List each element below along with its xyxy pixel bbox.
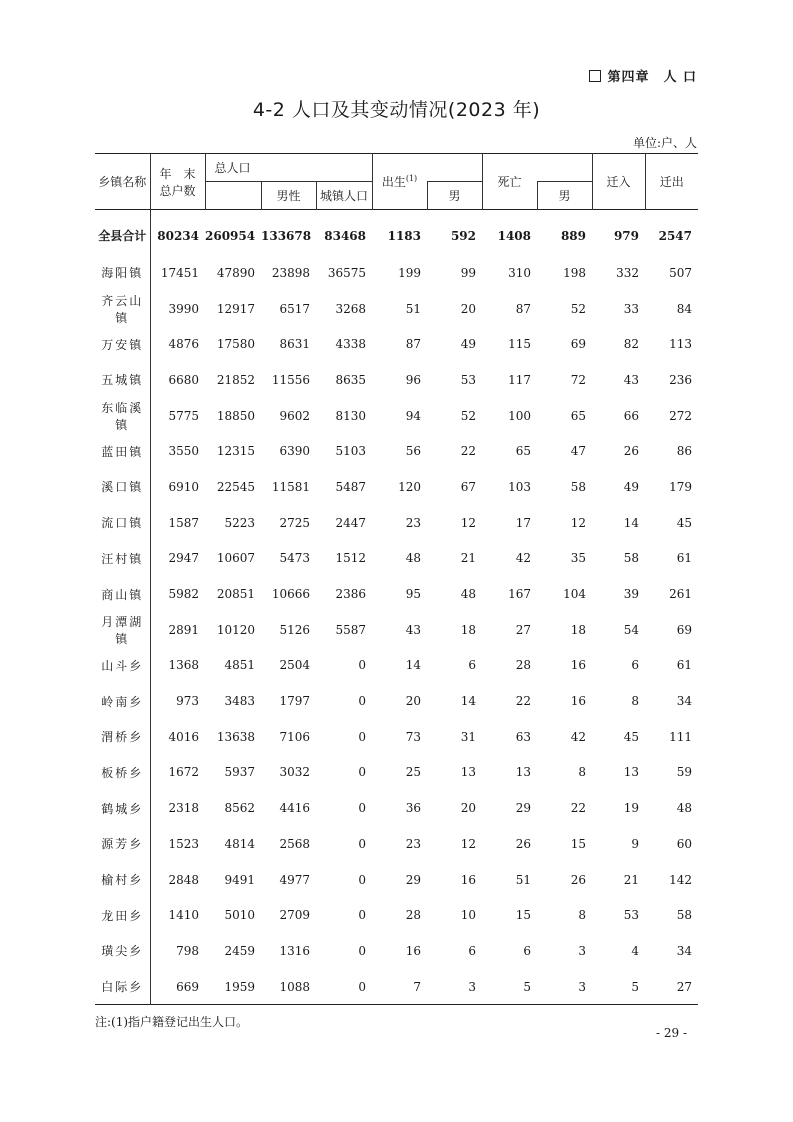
- row-value-cell: 63: [515, 729, 531, 744]
- row-township-name: 鹤城乡: [95, 790, 150, 826]
- table-row: [95, 433, 698, 469]
- row-value-cell: 15: [515, 908, 531, 923]
- row-value-cell: 49: [460, 337, 476, 352]
- row-value-cell: 1368: [168, 658, 199, 673]
- population-table: [95, 153, 698, 1005]
- row-value-cell: 332: [616, 265, 639, 280]
- row-township-name: 溪口镇: [95, 469, 150, 505]
- row-value-cell: 5937: [224, 765, 255, 780]
- table-row: [95, 291, 698, 327]
- table-row: [95, 755, 698, 791]
- row-value-cell: 7106: [279, 729, 310, 744]
- row-value-cell: 12917: [216, 301, 255, 316]
- table-row: [95, 469, 698, 505]
- row-value-cell: 14: [405, 658, 421, 673]
- row-value-cell: 59: [676, 765, 692, 780]
- row-value-cell: 13: [460, 765, 476, 780]
- row-value-cell: 67: [460, 479, 476, 494]
- row-value-cell: 49: [623, 479, 639, 494]
- table-row: [95, 612, 698, 648]
- row-value-cell: 5587: [335, 622, 366, 637]
- row-value-cell: 9: [631, 836, 639, 851]
- row-value-cell: 58: [570, 479, 586, 494]
- row-value-cell: 5982: [168, 587, 199, 602]
- row-value-cell: 96: [405, 372, 421, 387]
- row-value-cell: 1408: [497, 228, 531, 243]
- row-value-cell: 33: [623, 301, 639, 316]
- row-value-cell: 56: [405, 444, 421, 459]
- table-row: [95, 576, 698, 612]
- row-value-cell: 3: [468, 979, 476, 994]
- row-value-cell: 979: [613, 228, 639, 243]
- row-value-cell: 2947: [168, 551, 199, 566]
- row-value-cell: 179: [669, 479, 692, 494]
- row-value-cell: 21852: [216, 372, 255, 387]
- row-value-cell: 23: [405, 515, 421, 530]
- row-value-cell: 14: [623, 515, 639, 530]
- row-township-name: 白际乡: [95, 969, 150, 1005]
- row-value-cell: 53: [460, 372, 476, 387]
- row-value-cell: 54: [623, 622, 639, 637]
- row-value-cell: 2459: [224, 943, 255, 958]
- row-value-cell: 6: [523, 943, 531, 958]
- row-value-cell: 1088: [279, 979, 310, 994]
- row-value-cell: 29: [515, 801, 531, 816]
- header-out-migration: 迁出: [645, 154, 698, 210]
- row-value-cell: 5126: [279, 622, 310, 637]
- row-value-cell: 80234: [157, 228, 199, 243]
- row-value-cell: 1523: [168, 836, 199, 851]
- row-value-cell: 3550: [168, 444, 199, 459]
- row-value-cell: 61: [676, 658, 692, 673]
- row-value-cell: 52: [570, 301, 586, 316]
- row-value-cell: 72: [570, 372, 586, 387]
- row-value-cell: 23: [405, 836, 421, 851]
- row-value-cell: 8562: [224, 801, 255, 816]
- row-value-cell: 0: [358, 872, 366, 887]
- row-value-cell: 669: [176, 979, 199, 994]
- row-township-name: 岭南乡: [95, 683, 150, 719]
- header-births: 出生$^{(1)}$: [372, 154, 427, 210]
- row-value-cell: 6: [631, 658, 639, 673]
- row-value-cell: 99: [460, 265, 476, 280]
- row-value-cell: 53: [623, 908, 639, 923]
- row-value-cell: 31: [460, 729, 476, 744]
- table-row: [95, 969, 698, 1005]
- table-row: [95, 790, 698, 826]
- row-value-cell: 0: [358, 765, 366, 780]
- row-value-cell: 12: [460, 515, 476, 530]
- chapter-header: [589, 66, 697, 85]
- row-value-cell: 1672: [168, 765, 199, 780]
- row-value-cell: 5: [523, 979, 531, 994]
- row-value-cell: 8: [631, 694, 639, 709]
- row-value-cell: 8635: [335, 372, 366, 387]
- row-value-cell: 65: [570, 408, 586, 423]
- row-value-cell: 5: [631, 979, 639, 994]
- row-value-cell: 0: [358, 694, 366, 709]
- row-value-cell: 45: [623, 729, 639, 744]
- table-row: [95, 862, 698, 898]
- row-value-cell: 272: [669, 408, 692, 423]
- row-township-name: 汪村镇: [95, 541, 150, 577]
- row-value-cell: 20: [460, 301, 476, 316]
- row-value-cell: 26: [515, 836, 531, 851]
- row-value-cell: 36575: [327, 265, 366, 280]
- row-value-cell: 2725: [279, 515, 310, 530]
- row-value-cell: 45: [676, 515, 692, 530]
- row-value-cell: 133678: [261, 228, 312, 243]
- row-value-cell: 142: [669, 872, 692, 887]
- row-value-cell: 1410: [168, 908, 199, 923]
- row-value-cell: 21: [623, 872, 639, 887]
- row-value-cell: 115: [508, 337, 531, 352]
- header-pop-sub-blank: [261, 154, 372, 182]
- row-value-cell: 18: [570, 622, 586, 637]
- header-births-top-blank: [427, 154, 482, 182]
- row-value-cell: 47: [570, 444, 586, 459]
- table-row-total: [95, 210, 698, 256]
- row-value-cell: 26: [570, 872, 586, 887]
- row-value-cell: 4016: [168, 729, 199, 744]
- row-value-cell: 199: [398, 265, 421, 280]
- row-value-cell: 4851: [224, 658, 255, 673]
- row-township-name: 万安镇: [95, 326, 150, 362]
- row-value-cell: 3032: [279, 765, 310, 780]
- row-value-cell: 34: [676, 694, 692, 709]
- row-value-cell: 0: [358, 908, 366, 923]
- row-value-cell: 3990: [168, 301, 199, 316]
- row-value-cell: 11556: [271, 372, 310, 387]
- chapter-label: 第四章 人 口: [607, 70, 697, 85]
- row-value-cell: 9602: [279, 408, 310, 423]
- page-title: 4-2 人口及其变动情况(2023 年): [252, 99, 541, 121]
- row-value-cell: 2709: [279, 908, 310, 923]
- row-value-cell: 0: [358, 979, 366, 994]
- row-value-cell: 2891: [168, 622, 199, 637]
- row-value-cell: 52: [460, 408, 476, 423]
- row-value-cell: 47890: [216, 265, 255, 280]
- header-urban-pop: 城镇人口: [316, 182, 372, 210]
- row-value-cell: 42: [515, 551, 531, 566]
- footnote: 注:(1)指户籍登记出生人口。: [95, 1015, 249, 1029]
- row-value-cell: 8130: [335, 408, 366, 423]
- table-body: [95, 210, 698, 1005]
- row-value-cell: 58: [676, 908, 692, 923]
- row-value-cell: 8: [578, 908, 586, 923]
- row-value-cell: 2386: [335, 587, 366, 602]
- row-value-cell: 20851: [216, 587, 255, 602]
- checkbox-square-icon: [589, 70, 601, 82]
- row-value-cell: 94: [405, 408, 421, 423]
- row-value-cell: 4814: [224, 836, 255, 851]
- row-value-cell: 117: [508, 372, 531, 387]
- table-row: [95, 326, 698, 362]
- row-value-cell: 22: [570, 801, 586, 816]
- row-value-cell: 43: [405, 622, 421, 637]
- row-value-cell: 1316: [279, 943, 310, 958]
- row-value-cell: 95: [405, 587, 421, 602]
- row-value-cell: 5775: [168, 408, 199, 423]
- row-value-cell: 10120: [216, 622, 255, 637]
- row-value-cell: 2848: [168, 872, 199, 887]
- row-value-cell: 2568: [279, 836, 310, 851]
- row-value-cell: 27: [515, 622, 531, 637]
- row-value-cell: 2447: [335, 515, 366, 530]
- row-value-cell: 11581: [271, 479, 310, 494]
- row-value-cell: 13: [623, 765, 639, 780]
- row-value-cell: 82: [623, 337, 639, 352]
- row-value-cell: 23898: [271, 265, 310, 280]
- header-deaths-male: 男: [537, 182, 592, 210]
- row-value-cell: 17451: [160, 265, 199, 280]
- row-value-cell: 12: [460, 836, 476, 851]
- row-value-cell: 22: [515, 694, 531, 709]
- row-township-name: 璜尖乡: [95, 933, 150, 969]
- row-value-cell: 2547: [658, 228, 692, 243]
- header-township: 乡镇名称: [98, 175, 147, 189]
- row-value-cell: 973: [176, 694, 199, 709]
- page-number: - 29 -: [655, 1026, 687, 1040]
- row-value-cell: 167: [508, 587, 531, 602]
- population-table-container: [95, 153, 698, 1005]
- row-value-cell: 69: [676, 622, 692, 637]
- row-value-cell: 16: [570, 658, 586, 673]
- row-value-cell: 39: [623, 587, 639, 602]
- row-value-cell: 18: [460, 622, 476, 637]
- row-value-cell: 2504: [279, 658, 310, 673]
- row-value-cell: 48: [460, 587, 476, 602]
- row-value-cell: 9491: [224, 872, 255, 887]
- row-township-name: 龙田乡: [95, 897, 150, 933]
- row-value-cell: 18850: [216, 408, 255, 423]
- row-value-cell: 51: [405, 301, 421, 316]
- row-value-cell: 120: [398, 479, 421, 494]
- row-value-cell: 61: [676, 551, 692, 566]
- row-value-cell: 20: [460, 801, 476, 816]
- row-value-cell: 83468: [324, 228, 366, 243]
- row-value-cell: 48: [676, 801, 692, 816]
- row-value-cell: 1512: [335, 551, 366, 566]
- row-value-cell: 0: [358, 658, 366, 673]
- row-value-cell: 28: [405, 908, 421, 923]
- row-value-cell: 66: [623, 408, 639, 423]
- row-value-cell: 19: [623, 801, 639, 816]
- row-value-cell: 17: [515, 515, 531, 530]
- row-value-cell: 104: [563, 587, 586, 602]
- row-value-cell: 3: [578, 943, 586, 958]
- row-value-cell: 236: [669, 372, 692, 387]
- row-value-cell: 13: [515, 765, 531, 780]
- row-township-name: 齐云山镇: [95, 291, 150, 327]
- row-value-cell: 0: [358, 943, 366, 958]
- table-row: [95, 719, 698, 755]
- row-value-cell: 4977: [279, 872, 310, 887]
- row-value-cell: 22545: [216, 479, 255, 494]
- row-township-name: 蓝田镇: [95, 433, 150, 469]
- row-value-cell: 3: [578, 979, 586, 994]
- row-value-cell: 111: [669, 729, 692, 744]
- row-value-cell: 13638: [216, 729, 255, 744]
- row-value-cell: 507: [669, 265, 692, 280]
- row-value-cell: 1587: [168, 515, 199, 530]
- table-row: [95, 826, 698, 862]
- row-value-cell: 42: [570, 729, 586, 744]
- unit-label: 单位:户、人: [632, 136, 697, 150]
- header-male: 男性: [261, 182, 316, 210]
- row-township-name: 商山镇: [95, 576, 150, 612]
- row-value-cell: 16: [460, 872, 476, 887]
- row-value-cell: 16: [570, 694, 586, 709]
- row-value-cell: 48: [405, 551, 421, 566]
- row-value-cell: 5103: [335, 444, 366, 459]
- row-value-cell: 1183: [387, 228, 421, 243]
- header-in-migration: 迁入: [592, 154, 645, 210]
- row-value-cell: 889: [560, 228, 586, 243]
- row-township-name: 山斗乡: [95, 648, 150, 684]
- row-township-name: 月潭湖镇: [95, 612, 150, 648]
- row-value-cell: 6390: [279, 444, 310, 459]
- row-value-cell: 0: [358, 729, 366, 744]
- row-township-name: 五城镇: [95, 362, 150, 398]
- row-value-cell: 6: [468, 658, 476, 673]
- row-township-name: 榆村乡: [95, 862, 150, 898]
- row-value-cell: 592: [450, 228, 476, 243]
- row-value-cell: 15: [570, 836, 586, 851]
- row-value-cell: 73: [405, 729, 421, 744]
- row-value-cell: 84: [676, 301, 692, 316]
- row-value-cell: 87: [515, 301, 531, 316]
- row-township-name: 海阳镇: [95, 255, 150, 291]
- row-value-cell: 17580: [216, 337, 255, 352]
- row-value-cell: 29: [405, 872, 421, 887]
- row-value-cell: 3483: [224, 694, 255, 709]
- row-value-cell: 51: [515, 872, 531, 887]
- row-value-cell: 65: [515, 444, 531, 459]
- row-value-cell: 20: [405, 694, 421, 709]
- row-value-cell: 310: [508, 265, 531, 280]
- header-births-male: 男: [427, 182, 482, 210]
- row-value-cell: 86: [676, 444, 692, 459]
- row-value-cell: 16: [405, 943, 421, 958]
- row-value-cell: 2318: [168, 801, 199, 816]
- row-value-cell: 10607: [216, 551, 255, 566]
- row-value-cell: 6910: [168, 479, 199, 494]
- row-value-cell: 5487: [335, 479, 366, 494]
- row-value-cell: 26: [623, 444, 639, 459]
- row-value-cell: 261: [669, 587, 692, 602]
- row-township-name: 流口镇: [95, 505, 150, 541]
- row-value-cell: 4876: [168, 337, 199, 352]
- header-total-pop-blank: [205, 182, 261, 210]
- row-value-cell: 5223: [224, 515, 255, 530]
- row-value-cell: 8: [578, 765, 586, 780]
- header-deaths: 死亡: [482, 154, 537, 210]
- row-value-cell: 10: [460, 908, 476, 923]
- row-value-cell: 27: [676, 979, 692, 994]
- row-value-cell: 113: [669, 337, 692, 352]
- row-value-cell: 87: [405, 337, 421, 352]
- row-value-cell: 5473: [279, 551, 310, 566]
- row-value-cell: 0: [358, 836, 366, 851]
- row-township-name: 东临溪镇: [95, 398, 150, 434]
- row-value-cell: 4338: [335, 337, 366, 352]
- row-value-cell: 25: [405, 765, 421, 780]
- row-value-cell: 8631: [279, 337, 310, 352]
- row-value-cell: 21: [460, 551, 476, 566]
- row-township-name: 源芳乡: [95, 826, 150, 862]
- row-value-cell: 60: [676, 836, 692, 851]
- row-township-name: 板桥乡: [95, 755, 150, 791]
- row-value-cell: 3268: [335, 301, 366, 316]
- row-value-cell: 5010: [224, 908, 255, 923]
- row-value-cell: 22: [460, 444, 476, 459]
- row-value-cell: 1959: [224, 979, 255, 994]
- header-deaths-top-blank: [537, 154, 592, 182]
- table-row: [95, 648, 698, 684]
- row-value-cell: 10666: [271, 587, 310, 602]
- table-row: [95, 933, 698, 969]
- row-value-cell: 6517: [279, 301, 310, 316]
- row-value-cell: 6: [468, 943, 476, 958]
- table-row: [95, 897, 698, 933]
- row-value-cell: 1797: [279, 694, 310, 709]
- row-value-cell: 12315: [216, 444, 255, 459]
- row-value-cell: 69: [570, 337, 586, 352]
- row-value-cell: 34: [676, 943, 692, 958]
- table-row: [95, 362, 698, 398]
- header-households: 年 末 总户数: [150, 154, 205, 210]
- table-row: [95, 683, 698, 719]
- table-row: [95, 541, 698, 577]
- row-value-cell: 100: [508, 408, 531, 423]
- row-value-cell: 798: [176, 943, 199, 958]
- table-row: [95, 505, 698, 541]
- row-value-cell: 260954: [205, 228, 256, 243]
- table-row: [95, 398, 698, 434]
- row-value-cell: 198: [563, 265, 586, 280]
- row-value-cell: 7: [413, 979, 421, 994]
- table-row: [95, 255, 698, 291]
- row-value-cell: 35: [570, 551, 586, 566]
- row-value-cell: 6680: [168, 372, 199, 387]
- row-value-cell: 103: [508, 479, 531, 494]
- header-total-pop: 总人口: [205, 154, 261, 182]
- row-value-cell: 4: [631, 943, 639, 958]
- row-value-cell: 58: [623, 551, 639, 566]
- row-value-cell: 4416: [279, 801, 310, 816]
- row-township-name: 渭桥乡: [95, 719, 150, 755]
- row-value-cell: 14: [460, 694, 476, 709]
- row-value-cell: 28: [515, 658, 531, 673]
- row-value-cell: 12: [570, 515, 586, 530]
- row-value-cell: 0: [358, 801, 366, 816]
- row-value-cell: 36: [405, 801, 421, 816]
- row-value-cell: 43: [623, 372, 639, 387]
- row-township-name: 全县合计: [95, 210, 150, 256]
